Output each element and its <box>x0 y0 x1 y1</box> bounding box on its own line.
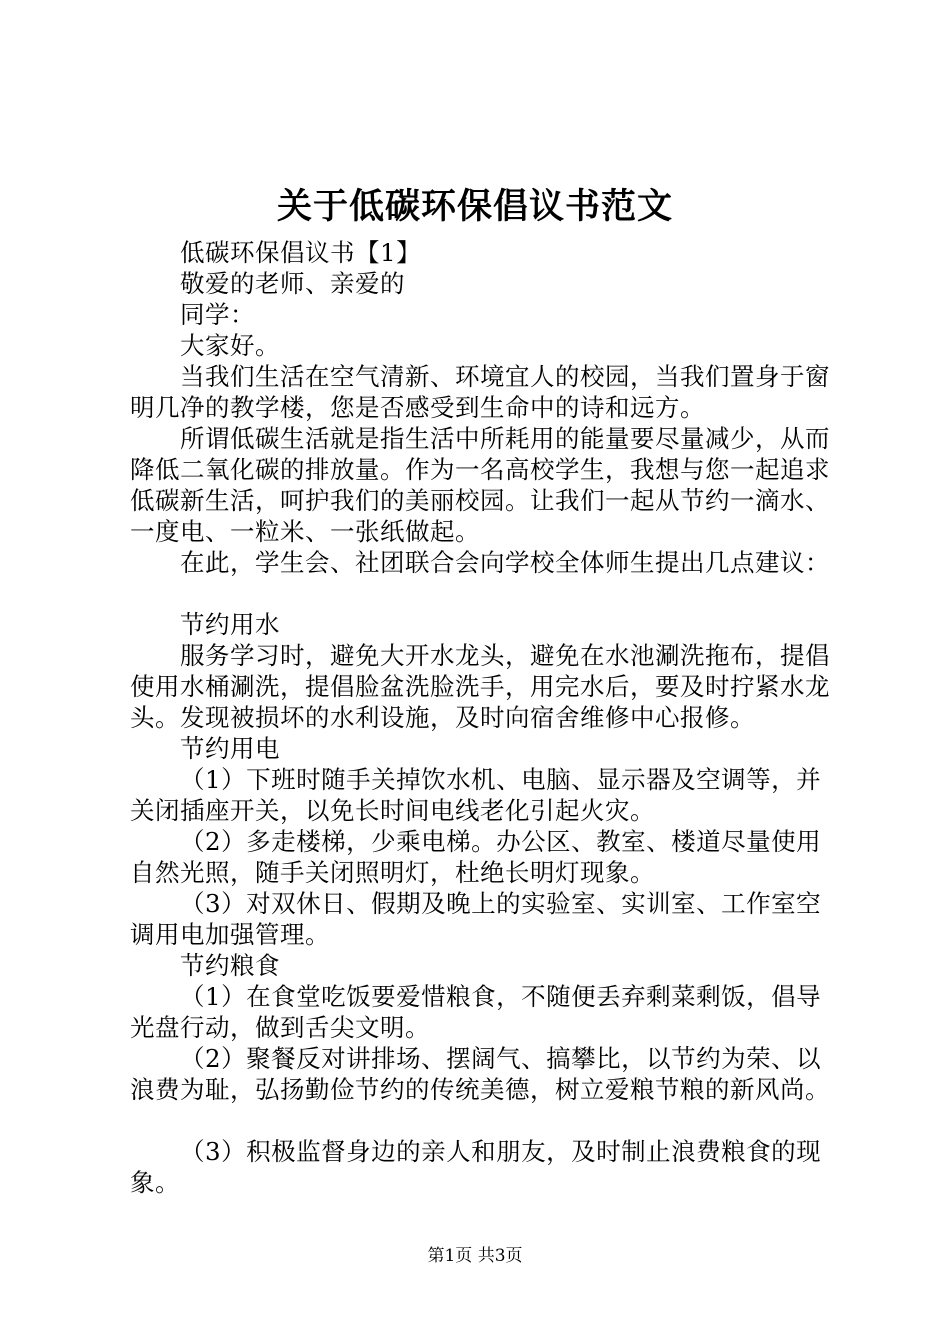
blank-line <box>130 1105 830 1136</box>
list-item: （3）积极监督身边的亲人和朋友，及时制止浪费粮食的现象。 <box>130 1137 822 1197</box>
paragraph: 服务学习时，避免大开水龙头，避免在水池涮洗拖布，提倡使用水桶涮洗，提倡脸盆洗脸洗手，用完水后，要及时拧紧水龙头。发现被损坏的水利设施，及时向宿舍维修中心报修。 <box>130 641 830 732</box>
document-body <box>130 237 830 1198</box>
page-footer: 第1页 共3页 <box>427 1246 523 1266</box>
list-item: （2）多走楼梯，少乘电梯。办公区、教室、楼道尽量使用自然光照，随手关闭照明灯，杜绝长明灯现象。 <box>130 827 822 887</box>
section-heading: 节约粮食 <box>180 951 280 980</box>
paragraph: 当我们生活在空气清新、环境宜人的校园，当我们置身于窗明几净的教学楼，您是否感受到生命中的诗和远方。 <box>130 362 830 422</box>
list-item: （1）下班时随手关掉饮水机、电脑、显示器及空调等，并关闭插座开关，以免长时间电线老化引起火灾。 <box>130 765 822 825</box>
section-heading: 节约用水 <box>180 610 280 639</box>
blank-line <box>130 578 830 609</box>
list-item: （1）在食堂吃饭要爱惜粮食，不随便丢弃剩菜剩饭，倡导光盘行动，做到舌尖文明。 <box>130 982 822 1042</box>
section-heading: 节约用电 <box>180 734 280 763</box>
paragraph-salutation: 敬爱的老师、亲爱的 <box>180 269 405 298</box>
document-title: 关于低碳环保倡议书范文 <box>276 186 673 227</box>
paragraph: 所谓低碳生活就是指生活中所耗用的能量要尽量减少，从而降低二氧化碳的排放量。作为一名高校学生，我想与您一起追求低碳新生活，呵护我们的美丽校园。让我们一起从节约一滴水、一度电、一粒米、一张纸做起。 <box>130 424 830 546</box>
list-item: （3）对双休日、假期及晚上的实验室、实训室、工作室空调用电加强管理。 <box>130 889 822 949</box>
list-item: （2）聚餐反对讲排场、摆阔气、搞攀比，以节约为荣、以浪费为耻，弘扬勤俭节约的传统美德，树立爱粮节粮的新风尚。 <box>130 1044 830 1104</box>
paragraph-salutation-cont: 同学： <box>180 300 255 329</box>
paragraph-greeting: 大家好。 <box>180 331 280 360</box>
paragraph: 在此，学生会、社团联合会向学校全体师生提出几点建议： <box>180 548 830 577</box>
paragraph-heading: 低碳环保倡议书【1】 <box>180 238 422 267</box>
